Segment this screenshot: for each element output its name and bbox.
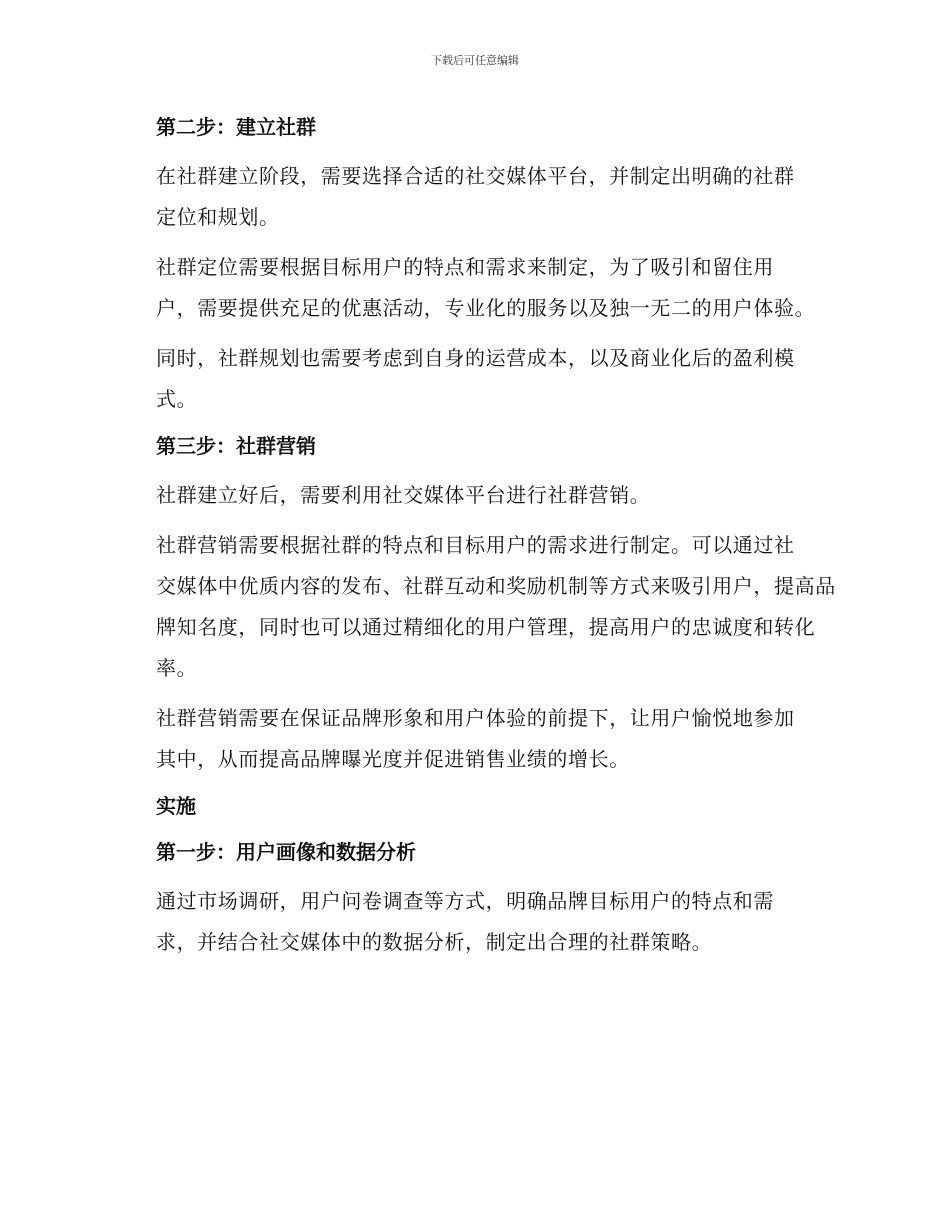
section-heading-community-marketing: 第三步：社群营销 <box>156 434 316 458</box>
paragraph-line: 通过市场调研，用户问卷调查等方式，明确品牌目标用户的特点和需 <box>156 889 774 913</box>
paragraph-line: 交媒体中优质内容的发布、社群互动和奖励机制等方式来吸引用户，提高品 <box>156 574 836 598</box>
paragraph <box>113 475 833 516</box>
page-header: 下载后可任意编辑 <box>431 54 519 67</box>
paragraph-line: 定位和规划。 <box>156 205 280 229</box>
paragraph-line: 求，并结合社交媒体中的数据分析，制定出合理的社群策略。 <box>156 930 713 954</box>
paragraph <box>113 525 836 689</box>
paragraph <box>113 881 833 963</box>
paragraph <box>113 338 833 420</box>
paragraph-line: 式。 <box>156 387 198 411</box>
paragraph-line: 户，需要提供充足的优惠活动，专业化的服务以及独一无二的用户体验。 <box>156 296 816 320</box>
section-heading-implementation: 实施 <box>156 794 196 818</box>
paragraph <box>113 156 833 238</box>
paragraph-line: 牌知名度，同时也可以通过精细化的用户管理，提高用户的忠诚度和转化 <box>156 615 816 639</box>
paragraph-line: 其中，从而提高品牌曝光度并促进销售业绩的增长。 <box>156 747 630 771</box>
paragraph-line: 社群营销需要在保证品牌形象和用户体验的前提下，让用户愉悦地参加 <box>156 706 795 730</box>
paragraph <box>113 247 833 329</box>
paragraph-line: 同时，社群规划也需要考虑到自身的运营成本，以及商业化后的盈利模 <box>156 346 795 370</box>
paragraph-line: 社群定位需要根据目标用户的特点和需求来制定，为了吸引和留住用 <box>156 255 774 279</box>
paragraph-line: 在社群建立阶段，需要选择合适的社交媒体平台，并制定出明确的社群 <box>156 164 795 188</box>
paragraph-line: 率。 <box>156 656 198 680</box>
document-body <box>113 110 836 972</box>
paragraph <box>113 698 833 780</box>
paragraph-line: 社群营销需要根据社群的特点和目标用户的需求进行制定。可以通过社 <box>156 533 795 557</box>
section-heading-build-community: 第二步：建立社群 <box>156 115 316 139</box>
paragraph-line: 社群建立好后，需要利用社交媒体平台进行社群营销。 <box>156 483 651 507</box>
section-heading-user-persona: 第一步：用户画像和数据分析 <box>156 840 416 864</box>
